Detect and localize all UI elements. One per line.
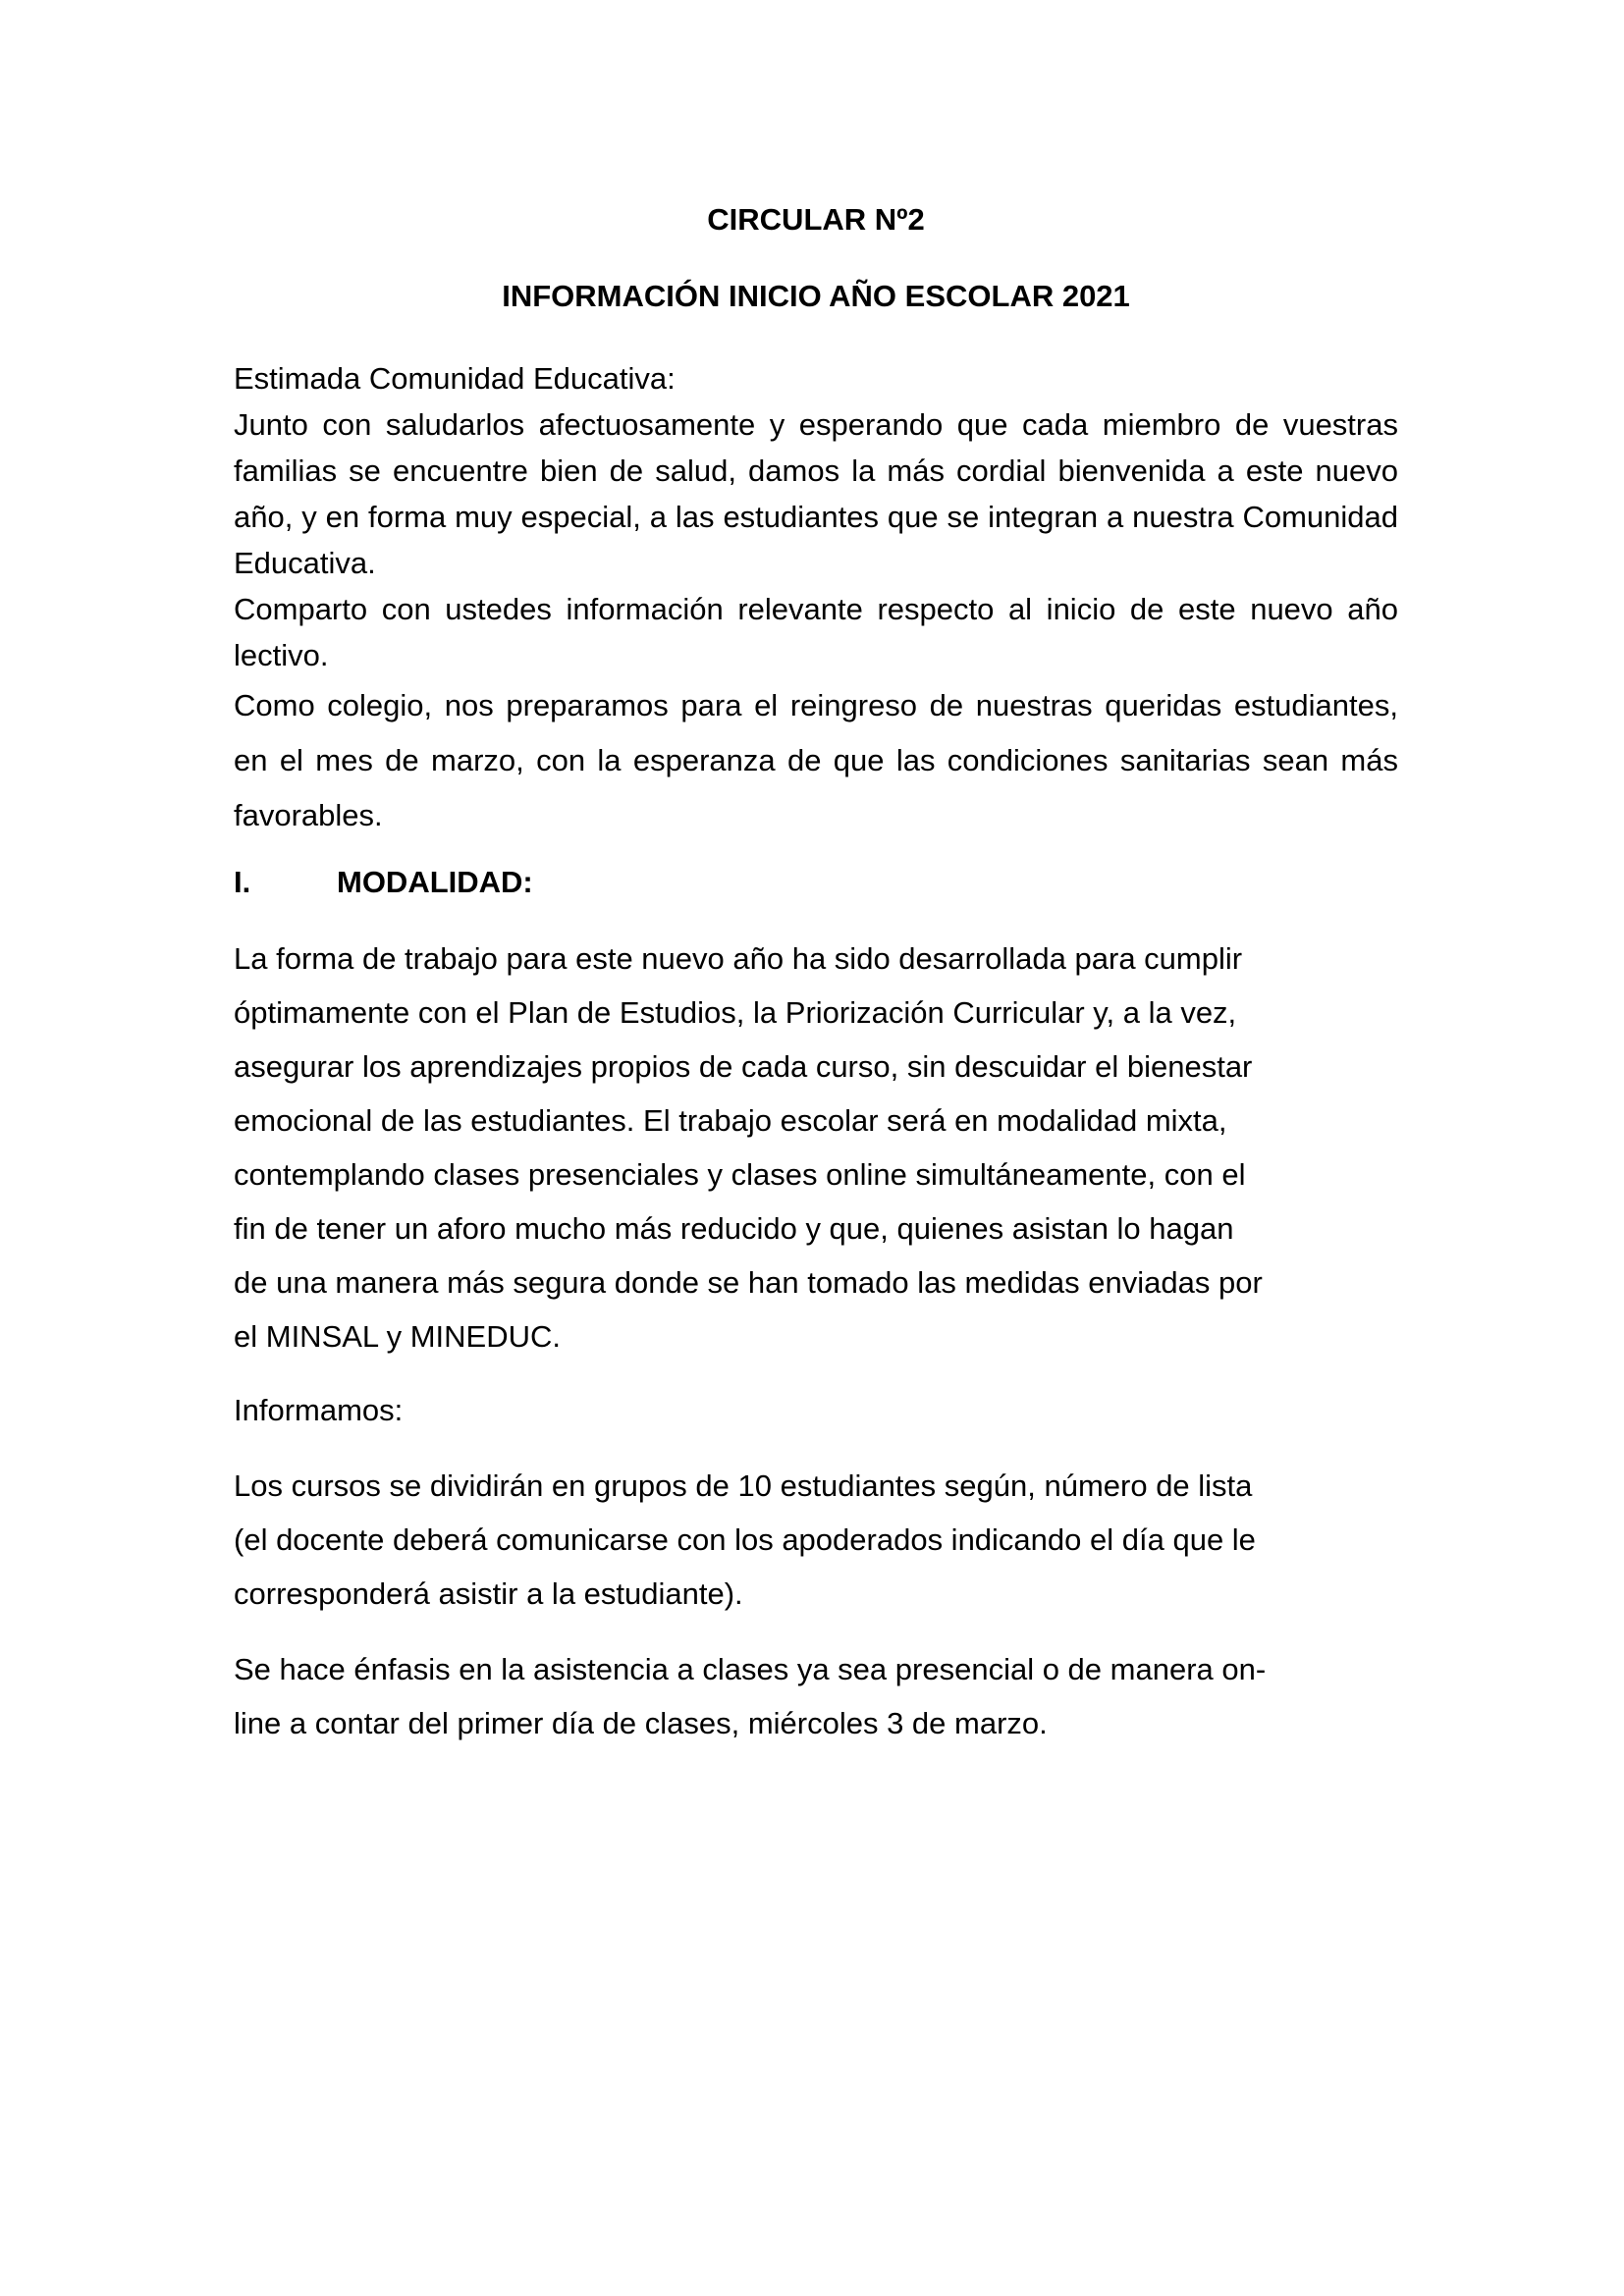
modalidad-line: fin de tener un aforo mucho más reducido y que, quienes asistan lo hagan	[234, 1211, 1234, 1246]
intro-section	[234, 355, 1398, 843]
section-title: MODALIDAD:	[337, 865, 533, 899]
section-number: I.	[234, 865, 251, 899]
informamos-paragraph	[234, 1383, 1398, 1437]
enfasis-line: line a contar del primer día de clases, miércoles 3 de marzo.	[234, 1706, 1048, 1740]
greeting: Estimada Comunidad Educativa:	[234, 361, 676, 396]
cursos-line: corresponderá asistir a la estudiante).	[234, 1576, 743, 1611]
cursos-paragraph	[234, 1459, 1398, 1621]
intro-paragraph-info: Comparto con ustedes información relevante respecto al inicio de este nuevo año lectivo.	[234, 592, 1398, 672]
informamos-label: Informamos:	[234, 1393, 404, 1427]
modalidad-line: emocional de las estudiantes. El trabajo escolar será en modalidad mixta,	[234, 1103, 1227, 1138]
enfasis-paragraph	[234, 1642, 1398, 1750]
section-heading-modalidad	[234, 863, 1398, 902]
intro-paragraph-welcome: Junto con saludarlos afectuosamente y esperando que cada miembro de vuestras familias se encuentre bien de salud, damos la más cordial bienvenida a este nuevo año, y en forma muy especial, a las estudiantes que se integran a nuestra Comunidad Educativa.	[234, 407, 1398, 580]
modalidad-line: asegurar los aprendizajes propios de cada curso, sin descuidar el bienestar	[234, 1049, 1253, 1084]
circular-subtitle: INFORMACIÓN INICIO AÑO ESCOLAR 2021	[502, 279, 1130, 313]
modalidad-line: contemplando clases presenciales y clases online simultáneamente, con el	[234, 1157, 1246, 1192]
modalidad-line: óptimamente con el Plan de Estudios, la Priorización Curricular y, a la vez,	[234, 995, 1237, 1030]
modalidad-line: de una manera más segura donde se han tomado las medidas enviadas por	[234, 1265, 1263, 1300]
enfasis-line: Se hace énfasis en la asistencia a clases ya sea presencial o de manera on-	[234, 1652, 1267, 1686]
intro-paragraph-return: Como colegio, nos preparamos para el reingreso de nuestras queridas estudiantes, en el mes de marzo, con la esperanza de que las condiciones sanitarias sean más favorables.	[234, 688, 1398, 832]
cursos-line: (el docente deberá comunicarse con los apoderados indicando el día que le	[234, 1522, 1256, 1557]
modalidad-line: La forma de trabajo para este nuevo año ha sido desarrollada para cumplir	[234, 941, 1243, 976]
circular-title: CIRCULAR Nº2	[707, 202, 925, 237]
document-content	[234, 196, 1398, 1750]
cursos-line: Los cursos se dividirán en grupos de 10 estudiantes según, número de lista	[234, 1468, 1253, 1503]
modalidad-line: el MINSAL y MINEDUC.	[234, 1319, 562, 1354]
modalidad-paragraph	[234, 932, 1398, 1363]
